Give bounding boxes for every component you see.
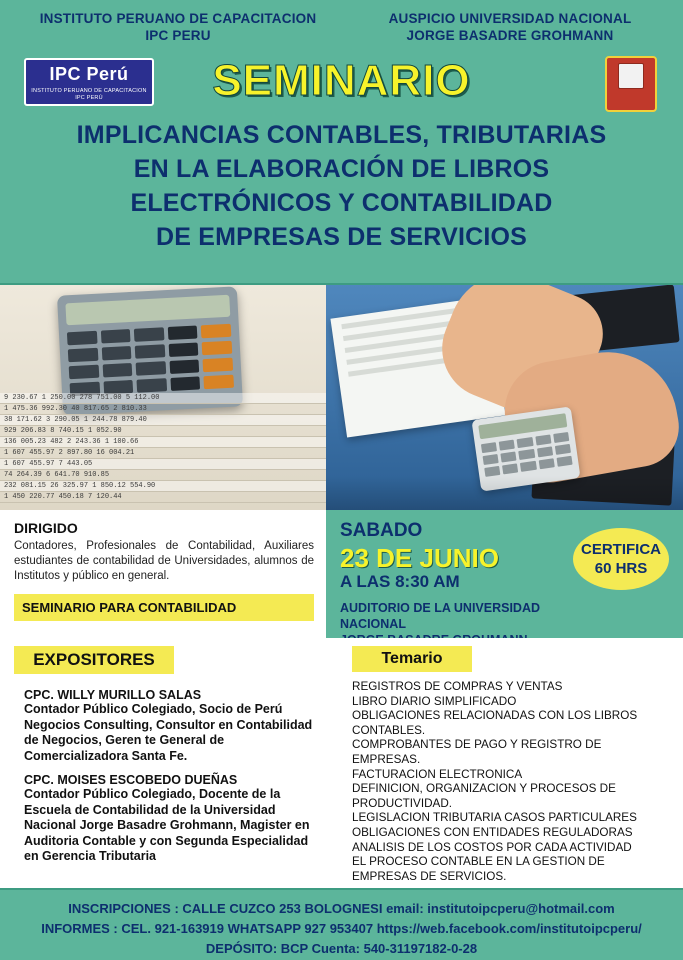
calc-key [169, 359, 199, 374]
calc-key [68, 348, 98, 363]
calc-key [481, 442, 497, 453]
calc-key [69, 365, 99, 380]
calc-key [100, 329, 130, 344]
temario-heading: Temario [352, 646, 472, 672]
page-title [8, 118, 675, 254]
calc-key [483, 454, 499, 465]
lower-section [0, 638, 683, 888]
photo-calculator-spreadsheet [0, 285, 326, 510]
expositor-description: Contador Público Colegiado, Docente de la Escuela de Contabilidad de la Universidad Nacional Jorge Basadre Grohmann, Magister en Auditoria Contable y con Segunda Especialidad en Gerencia Tributaria [24, 787, 310, 863]
ipc-logo-subtitle: INSTITUTO PERUANO DE CAPACITACION IPC PERÚ [31, 88, 147, 101]
calculator-keys [67, 324, 234, 396]
spreadsheet-image [0, 285, 326, 510]
temario-item: LIBRO DIARIO SIMPLIFICADO [352, 694, 517, 708]
header-right-sponsor [355, 10, 665, 44]
spreadsheet-rows [0, 393, 326, 503]
photo-office-hands [326, 285, 683, 510]
header-band [0, 0, 683, 285]
calc-key [535, 435, 551, 446]
calc-key [553, 432, 569, 443]
header-left-line1: INSTITUTO PERUANO DE CAPACITACION [39, 11, 317, 26]
calc-key [499, 440, 515, 451]
calc-key [517, 437, 533, 448]
temario-item: LEGISLACION TRIBUTARIA CASOS PARTICULARES [352, 811, 637, 825]
event-day: SABADO [340, 520, 423, 541]
spreadsheet-row: 232 081.15 26 325.97 1 850.12 554.90 [0, 481, 326, 492]
calc-key [134, 327, 164, 342]
spreadsheet-row: 929 206.83 8 740.15 1 052.90 [0, 426, 326, 437]
header-right-line2: JORGE BASADRE GROHMANN [406, 28, 614, 43]
event-date: 23 DE JUNIO [340, 543, 499, 573]
header-left-institution [18, 10, 338, 44]
photo-gradient-overlay [326, 476, 683, 510]
temario-item: REGISTROS DE COMPRAS Y VENTAS [352, 680, 563, 693]
spreadsheet-row: 1 450 220.77 450.18 7 120.44 [0, 492, 326, 503]
expositor-item [24, 773, 324, 865]
dirigido-heading: DIRIGIDO [14, 520, 78, 536]
spreadsheet-row: 1 607 455.97 7 443.05 [0, 459, 326, 470]
calculator-keys [481, 432, 573, 477]
calc-key [102, 363, 132, 378]
spreadsheet-row: 38 171.62 3 290.05 1 244.78 879.40 [0, 415, 326, 426]
calc-key [202, 341, 232, 356]
seminario-kicker: SEMINARIO [212, 56, 471, 105]
certification-badge [573, 528, 669, 590]
desk-scene [326, 285, 683, 510]
expositor-name: CPC. WILLY MURILLO SALAS [24, 688, 202, 702]
header-left-line2: IPC PERU [145, 28, 211, 43]
dirigido-panel [0, 510, 326, 638]
photo-strip [0, 285, 683, 510]
temario-item: EL PROCESO CONTABLE EN LA GESTION DE EMPRESAS DE SERVICIOS. [352, 855, 605, 883]
seminar-banner: SEMINARIO PARA CONTABILIDAD [14, 594, 314, 621]
calc-key [67, 331, 97, 346]
middle-section [0, 510, 683, 638]
badge-line-2: 60 HRS [594, 560, 648, 577]
event-panel [326, 510, 683, 638]
footer-line-2: INFORMES : CEL. 921-163919 WHATSAPP 927 953407 https://web.facebook.com/institutoipcperu/ [41, 921, 642, 936]
expositores-heading: EXPOSITORES [14, 646, 174, 674]
expositor-description: Contador Público Colegiado, Socio de Perú Negocios Consulting, Consultor en Contabilidad de Negocios, Geren te General de Comercializadora Santa Fe. [24, 702, 313, 763]
dirigido-body: Contadores, Profesionales de Contabilidad, Auxiliares estudiantes de contabilidad de Universidades, alumnos de Institutos y público en general. [14, 540, 314, 582]
calc-key [136, 361, 166, 376]
spreadsheet-row: 9 230.67 1 250.00 278 751.00 5 112.00 [0, 393, 326, 404]
title-line-2: EN LA ELABORACIÓN DE LIBROS [133, 155, 550, 183]
spreadsheet-row: 1 475.36 992.30 40 817.65 2 810.33 [0, 404, 326, 415]
calc-key [519, 449, 535, 460]
calc-key [101, 346, 131, 361]
header-right-line1: AUSPICIO UNIVERSIDAD NACIONAL [388, 11, 632, 26]
calc-key [538, 458, 554, 469]
calc-key [556, 456, 572, 467]
event-time: A LAS 8:30 AM [340, 572, 460, 591]
expositor-item [24, 688, 324, 764]
calc-key [137, 378, 167, 393]
calc-key [135, 344, 165, 359]
temario-item: ANALISIS DE LOS COSTOS POR CADA ACTIVIDAD [352, 840, 632, 854]
badge-line-1: CERTIFICA [581, 541, 661, 558]
spreadsheet-row: 1 607 455.97 2 897.80 16 004.21 [0, 448, 326, 459]
spreadsheet-row: 74 264.39 6 641.70 910.85 [0, 470, 326, 481]
temario-item: DEFINICION, ORGANIZACION Y PROCESOS DE PRODUCTIVIDAD. [352, 782, 616, 810]
title-line-3: ELECTRÓNICOS Y CONTABILIDAD [130, 189, 553, 217]
calc-key [201, 324, 231, 339]
temario-item: OBLIGACIONES RELACIONADAS CON LOS LIBROS CONTABLES. [352, 709, 638, 737]
temario-item: OBLIGACIONES CON ENTIDADES REGULADORAS [352, 825, 633, 839]
footer-line-3: DEPÓSITO: BCP Cuenta: 540-31197182-0-28 [205, 941, 478, 956]
calc-key [520, 461, 536, 472]
footer-contact [0, 888, 683, 960]
spreadsheet-row: 136 005.23 482 2 243.36 1 100.66 [0, 437, 326, 448]
calc-key [170, 376, 200, 391]
ipc-logo-title: IPC Perú [49, 64, 129, 84]
title-line-4: DE EMPRESAS DE SERVICIOS [155, 223, 528, 251]
temario-list [352, 680, 672, 884]
venue-line-1: AUDITORIO DE LA UNIVERSIDAD NACIONAL [340, 601, 541, 631]
temario-item: COMPROBANTES DE PAGO Y REGISTRO DE EMPRESAS. [352, 738, 602, 766]
calc-key [168, 325, 198, 340]
expositor-name: CPC. MOISES ESCOBEDO DUEÑAS [24, 773, 238, 787]
footer-line-1: INSCRIPCIONES : CALLE CUZCO 253 BOLOGNESI email: institutoipcperu@hotmail.com [68, 901, 615, 916]
calc-key [168, 342, 198, 357]
calc-key [555, 444, 571, 455]
calc-key [203, 358, 233, 373]
calc-key [502, 463, 518, 474]
calculator-display [65, 295, 230, 326]
calc-key [204, 375, 234, 390]
title-line-1: IMPLICANCIAS CONTABLES, TRIBUTARIAS [76, 121, 607, 149]
temario-item: FACTURACION ELECTRONICA [352, 767, 523, 781]
calc-key [501, 451, 517, 462]
calc-key [537, 446, 553, 457]
